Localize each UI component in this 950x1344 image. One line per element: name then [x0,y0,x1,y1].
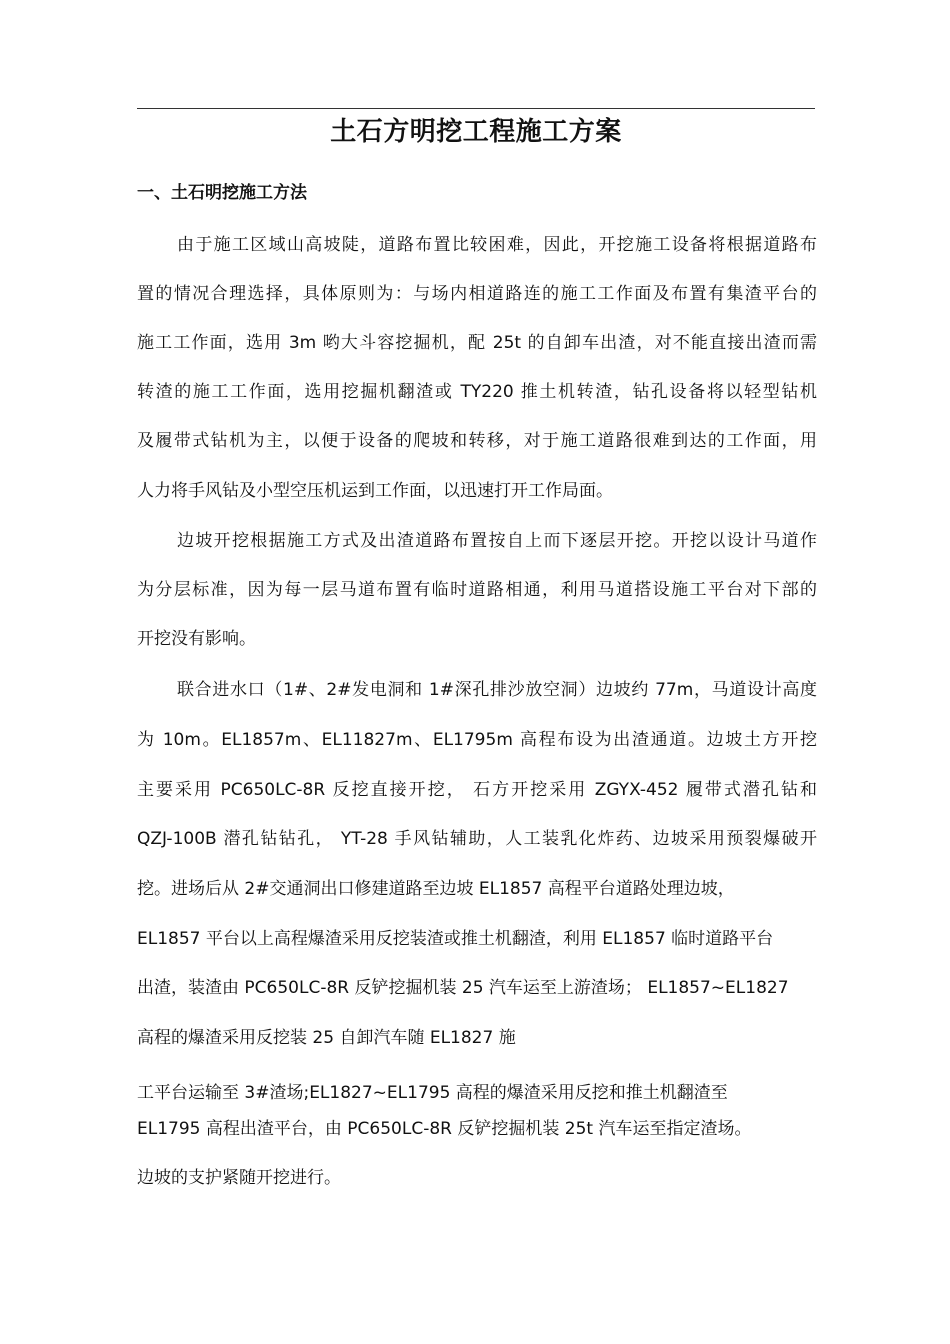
paragraph-line: 高程的爆渣采用反挖装 25 自卸汽车随 EL1827 施 [137,1028,516,1048]
paragraph-line: 人力将手风钻及小型空压机运到工作面，以迅速打开工作局面。 [137,481,613,501]
paragraph-line: 转渣的施工工作面，选用挖掘机翻渣或 TY220 推土机转渣，钻孔设备将以轻型钻机 [137,382,817,402]
paragraph-line: 开挖没有影响。 [137,629,256,649]
paragraph-line: 置的情况合理选择，具体原则为：与场内相道路连的施工工作面及布置有集渣平台的 [137,284,817,304]
paragraph-line: 工平台运输至 3#渣场;EL1827~EL1795 高程的爆渣采用反挖和推土机翻渣至 [137,1083,728,1103]
paragraph-line: 为分层标准，因为每一层马道布置有临时道路相通，利用马道搭设施工平台对下部的 [137,580,817,600]
paragraph-line: 由于施工区域山高坡陡，道路布置比较困难，因此，开挖施工设备将根据道路布 [177,235,817,255]
paragraph-line: EL1795 高程出渣平台，由 PC650LC-8R 反铲挖掘机装 25t 汽车运至指定渣场。 [137,1119,752,1139]
document-title: 土石方明挖工程施工方案 [330,117,622,147]
paragraph-line: 为 10m。EL1857m、EL11827m、EL1795m 高程布设为出渣通道。边坡土方开挖 [137,730,817,750]
paragraph-line: 边坡的支护紧随开挖进行。 [137,1168,341,1188]
paragraph-line: 边坡开挖根据施工方式及出渣道路布置按自上而下逐层开挖。开挖以设计马道作 [177,531,817,551]
paragraph-line: 联合进水口（1#、2#发电洞和 1#深孔排沙放空洞）边坡约 77m，马道设计高度 [177,680,817,700]
paragraph-line: 主要采用 PC650LC-8R 反挖直接开挖， 石方开挖采用 ZGYX-452 履带式潜孔钻和 [137,780,817,800]
paragraph-line: 出渣，装渣由 PC650LC-8R 反铲挖掘机装 25 汽车运至上游渣场； EL1857~EL1827 [137,978,789,998]
section-heading: 一、土石明挖施工方法 [137,183,307,203]
paragraph-line: 及履带式钻机为主，以便于设备的爬坡和转移，对于施工道路很难到达的工作面，用 [137,431,817,451]
paragraph-line: 挖。进场后从 2#交通洞出口修建道路至边坡 EL1857 高程平台道路处理边坡， [137,879,735,899]
paragraph-line: EL1857 平台以上高程爆渣采用反挖装渣或推土机翻渣，利用 EL1857 临时道路平台 [137,929,774,949]
header-rule [137,108,815,109]
paragraph-line: 施工工作面，选用 3m 哟大斗容挖掘机，配 25t 的自卸车出渣，对不能直接出渣而需 [137,333,817,353]
paragraph-line: QZJ-100B 潜孔钻钻孔， YT-28 手风钻辅助，人工装乳化炸药、边坡采用预裂爆破开 [137,829,817,849]
